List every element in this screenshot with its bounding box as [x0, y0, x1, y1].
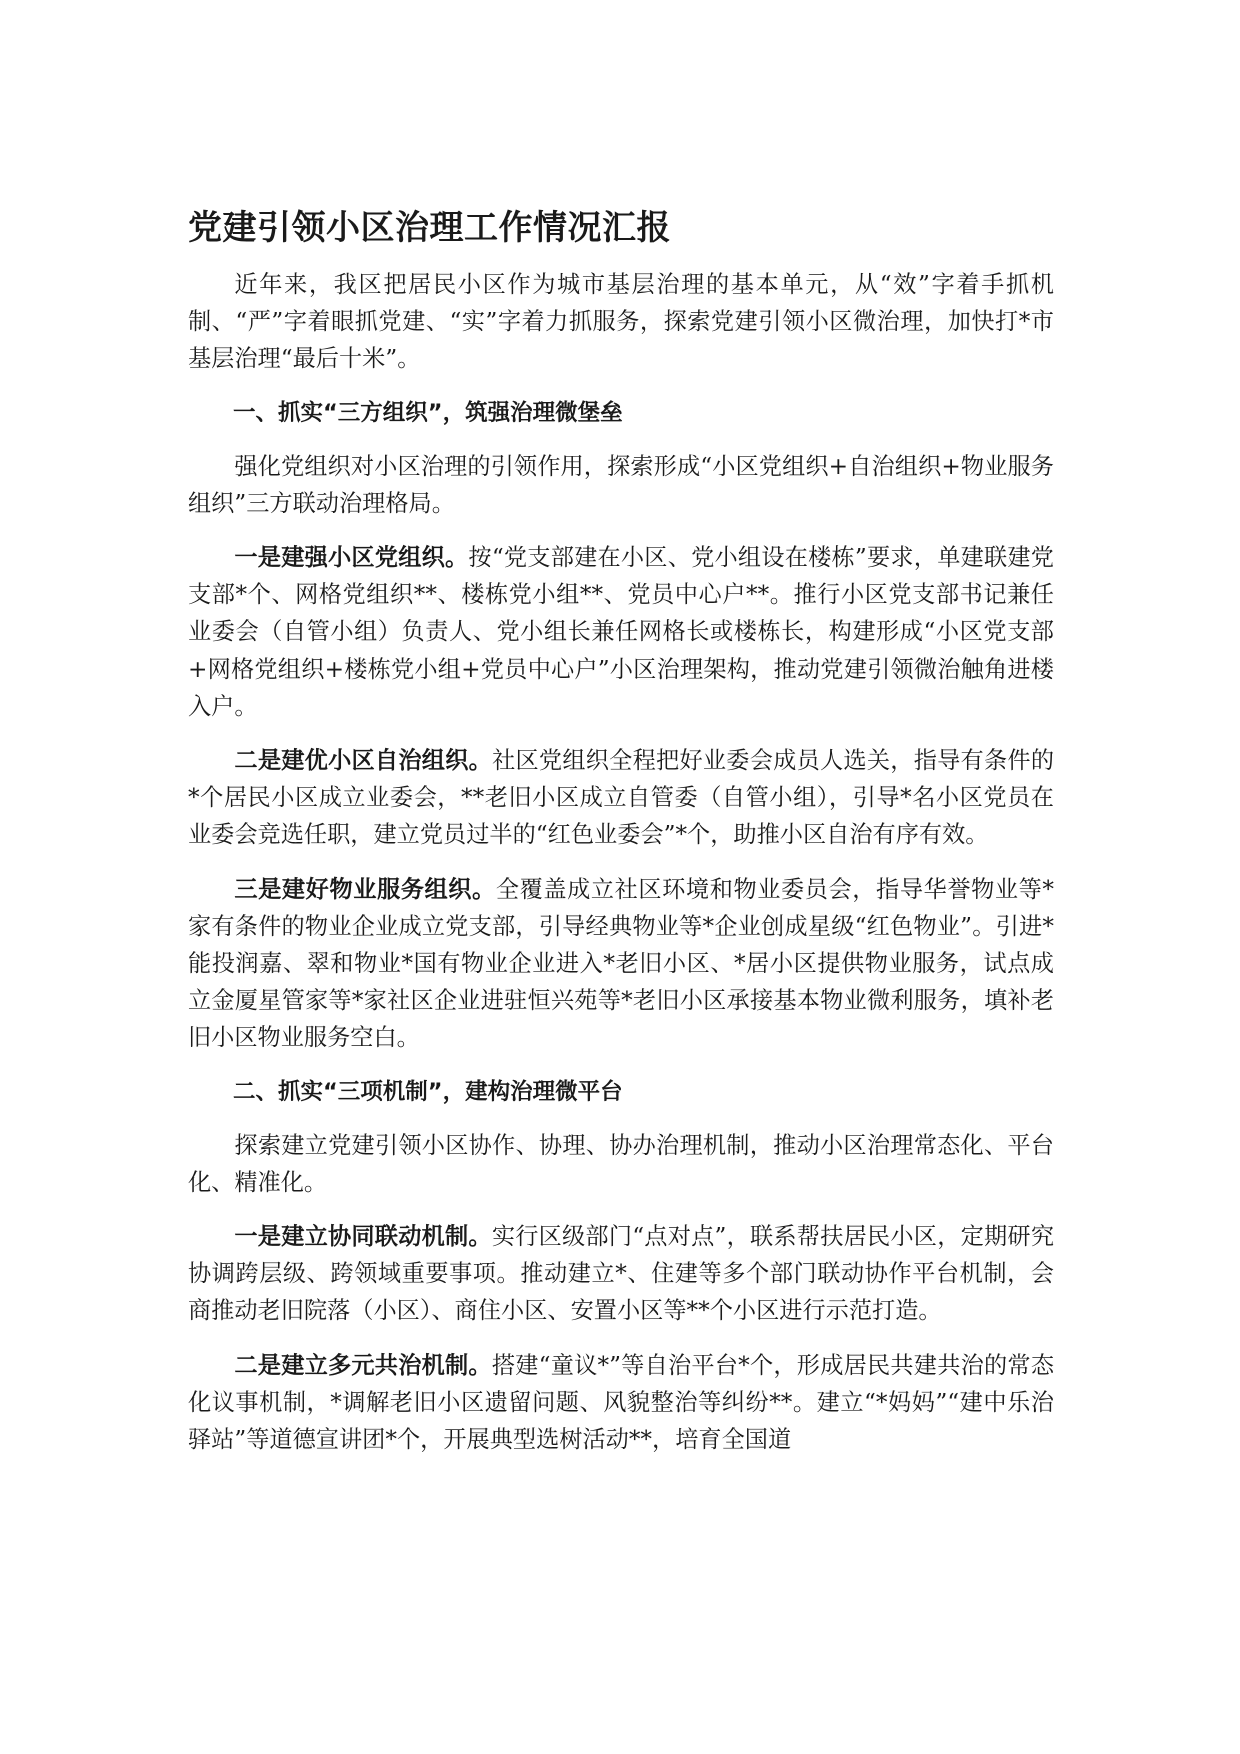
section-heading-2: 二、抓实“三项机制”，建构治理微平台 [233, 1078, 623, 1105]
section-2-summary: 探索建立党建引领小区协作、协理、协办治理机制，推动小区治理常态化、平台化、精准化。 [188, 1131, 1054, 1196]
section-1-item-1 [188, 539, 1054, 725]
item-text: 全覆盖成立社区环境和物业委员会，指导华誉物业等*家有条件的物业企业成立党支部，引导经典物业等*企业创成星级“红色物业”。引进*能投润嘉、翠和物业*国有物业企业进入*老旧小区、*居小区提供物业服务，试点成立金厦星管家等*家社区企业进驻恒兴苑等*老旧小区承接基本物业微利服务，填补老旧小区物业服务空白。 [188, 875, 1055, 1052]
item-lead: 二是建立多元共治机制。 [234, 1351, 492, 1379]
item-text: 搭建“童议*”等自治平台*个，形成居民共建共治的常态化议事机制，*调解老旧小区遗留问题、风貌整治等纠纷**。建立“*妈妈”“建中乐治驿站”等道德宣讲团*个，开展典型选树活动**，培育全国道 [188, 1351, 1055, 1454]
document-page [188, 206, 1054, 1475]
item-lead: 二是建优小区自治组织。 [234, 747, 493, 775]
section-heading-1: 一、抓实“三方组织”，筑强治理微堡垒 [233, 399, 623, 426]
item-text: 按“党支部建在小区、党小组设在楼栋”要求，单建联建党支部*个、网格党组织**、楼栋党小组**、党员中心户**。推行小区党支部书记兼任业委会（自管小组）负责人、党小组长兼任网格长或楼栋长，构建形成“小区党支部+网格党组织+楼栋党小组+党员中心户”小区治理架构，推动党建引领微治触角进楼入户。 [188, 544, 1054, 720]
intro-paragraph: 近年来，我区把居民小区作为城市基层治理的基本单元，从“效”字着手抓机制、“严”字着眼抓党建、“实”字着力抓服务，探索党建引领小区微治理，加快打*市基层治理“最后十米”。 [188, 271, 1054, 373]
item-lead: 一是建立协同联动机制。 [234, 1223, 492, 1251]
item-text: 实行区级部门“点对点”，联系帮扶居民小区，定期研究协调跨层级、跨领域重要事项。推动建立*、住建等多个部门联动协作平台机制，会商推动老旧院落（小区）、商住小区、安置小区等**个小区进行示范打造。 [188, 1223, 1055, 1325]
section-1-item-3 [188, 871, 1054, 1057]
item-lead: 一是建强小区党组织。 [234, 544, 469, 572]
section-1-summary: 强化党组织对小区治理的引领作用，探索形成“小区党组织+自治组织+物业服务组织”三方联动治理格局。 [188, 452, 1054, 517]
document-title: 党建引领小区治理工作情况汇报 [188, 208, 671, 248]
section-2-item-2 [188, 1347, 1054, 1459]
section-2-item-1 [188, 1218, 1054, 1330]
section-1-item-2 [188, 742, 1054, 854]
item-text: 社区党组织全程把好业委会成员人选关，指导有条件的*个居民小区成立业委会，**老旧小区成立自管委（自管小组），引导*名小区党员在业委会竞选任职，建立党员过半的“红色业委会”*个，助推小区自治有序有效。 [188, 747, 1055, 849]
item-lead: 三是建好物业服务组织。 [234, 875, 496, 903]
